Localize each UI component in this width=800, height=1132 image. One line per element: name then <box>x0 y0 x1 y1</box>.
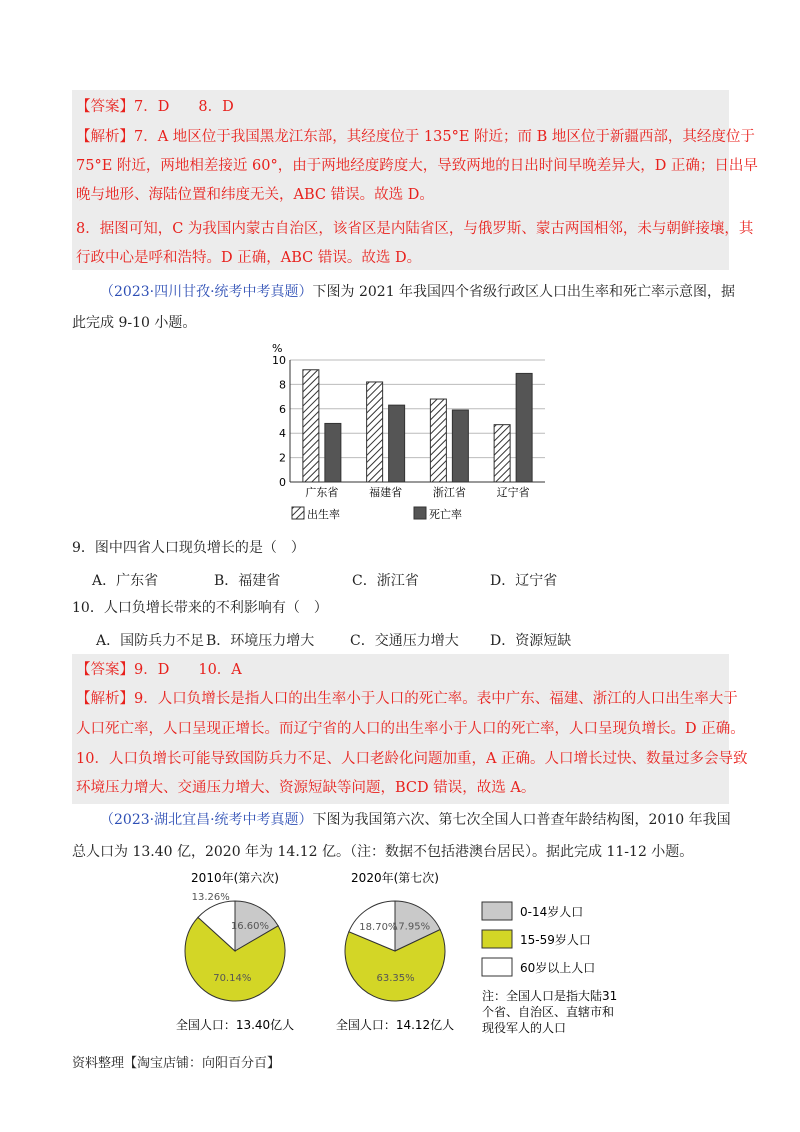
legend-swatch-death <box>414 507 426 519</box>
bar-death-rate <box>452 410 468 482</box>
q9-option-b[interactable]: B．福建省 <box>214 573 281 589</box>
pie-caption-2020: 全国人口：14.12亿人 <box>335 1018 455 1032</box>
intro-text: 下图为我国第六次、第七次全国人口普查年龄结构图，2010 年我国 <box>312 812 731 828</box>
answer-9-10: 【答案】9．D 10．A <box>76 662 242 678</box>
birth-death-rate-bar-chart <box>250 338 560 528</box>
y-axis-label: % <box>272 342 283 355</box>
y-tick-label: 2 <box>279 451 286 465</box>
y-tick-label: 4 <box>279 427 286 441</box>
legend-swatch-birth <box>292 507 304 519</box>
q10-option-c[interactable]: C．交通压力增大 <box>350 633 459 649</box>
pie-value-label: 16.60% <box>230 920 270 932</box>
question-source: （2023·湖北宜昌·统考中考真题） <box>100 812 313 828</box>
pie-title-2020: 2020年(第七次) <box>351 871 439 885</box>
bar-birth-rate <box>430 399 446 482</box>
analysis-line: 【解析】7．A 地区位于我国黑龙江东部，其经度位于 135°E 附近；而 B 地区位于新疆西部，其经度位于 <box>76 129 755 145</box>
legend-note-line: 现役军人的人口 <box>482 1021 567 1035</box>
analysis-line: 行政中心是呼和浩特。D 正确，ABC 错误。故选 D。 <box>76 250 422 266</box>
analysis-line: 75°E 附近，两地相差接近 60°，由于两地经度跨度大，导致两地的日出时间早晚差异大，D 正确；日出早 <box>76 158 758 174</box>
pie-legend <box>478 898 648 1048</box>
q9-option-d[interactable]: D．辽宁省 <box>490 573 558 589</box>
pie-chart-2010 <box>160 866 310 1036</box>
answer-block-7-8 <box>72 90 729 270</box>
analysis-line: 8．据图可知，C 为我国内蒙古自治区，该省区是内陆省区，与俄罗斯、蒙古两国相邻，未与朝鲜接壤，其 <box>76 221 754 237</box>
intro-text-2: 总人口为 13.40 亿，2020 年为 14.12 亿。（注：数据不包括港澳台居民）。据此完成 11-12 小题。 <box>72 844 694 860</box>
y-tick-label: 10 <box>272 354 286 367</box>
legend-note-line: 个省、自治区、直辖市和 <box>482 1005 615 1019</box>
bar-death-rate <box>389 405 405 482</box>
bar-birth-rate <box>303 370 319 482</box>
x-tick-label: 福建省 <box>369 486 403 499</box>
analysis-line: 10．人口负增长可能导致国防兵力不足、人口老龄化问题加重，A 正确。人口增长过快、数量过多会导致 <box>76 751 748 767</box>
x-tick-label: 辽宁省 <box>496 486 530 499</box>
pie-title-2010: 2010年(第六次) <box>191 871 279 885</box>
answer-7-8: 【答案】7．D 8．D <box>76 99 234 115</box>
pie-value-label: 17.95% <box>391 921 431 933</box>
intro-text: 下图为 2021 年我国四个省级行政区人口出生率和死亡率示意图，据 <box>312 284 736 300</box>
pie-value-label: 18.70% <box>359 922 398 934</box>
footer-source: 资料整理【淘宝店铺：向阳百分百】 <box>72 1056 281 1071</box>
legend-swatch-15-59 <box>482 930 512 948</box>
y-tick-label: 8 <box>279 378 286 392</box>
q10-option-a[interactable]: A．国防兵力不足 <box>96 633 205 649</box>
pie-caption-2010: 全国人口：13.40亿人 <box>175 1018 295 1032</box>
q9-option-a[interactable]: A．广东省 <box>92 573 159 589</box>
pie-chart-2020 <box>320 866 470 1036</box>
legend-swatch-0-14 <box>482 902 512 920</box>
q10-option-d[interactable]: D．资源短缺 <box>490 633 572 649</box>
question-intro-9-10 <box>100 282 735 302</box>
pie-value-label: 70.14% <box>213 972 252 984</box>
legend-swatch-60plus <box>482 958 512 976</box>
bar-birth-rate <box>494 425 510 482</box>
bar-death-rate <box>516 373 532 482</box>
question-9-stem: 9．图中四省人口现负增长的是（ ） <box>72 540 305 556</box>
y-tick-label: 6 <box>279 402 286 416</box>
legend-label-0-14: 0-14岁人口 <box>520 905 584 919</box>
legend-label-death: 死亡率 <box>429 508 462 521</box>
legend-label-birth: 出生率 <box>307 508 340 521</box>
analysis-line: 环境压力增大、交通压力增大、资源短缺等问题，BCD 错误，故选 A。 <box>76 780 536 796</box>
question-10-stem: 10．人口负增长带来的不利影响有（ ） <box>72 600 328 616</box>
legend-label-15-59: 15-59岁人口 <box>520 933 591 947</box>
pie-value-label: 13.26% <box>191 892 230 904</box>
bar-birth-rate <box>367 382 383 482</box>
legend-note-line: 注：全国人口是指大陆31 <box>482 989 618 1003</box>
intro-text-2: 此完成 9-10 小题。 <box>72 315 197 331</box>
question-source: （2023·四川甘孜·统考中考真题） <box>100 284 313 300</box>
analysis-line: 人口死亡率，人口呈现正增长。而辽宁省的人口的出生率小于人口的死亡率，人口呈现负增长。D 正确。 <box>76 721 745 737</box>
pie-value-label: 63.35% <box>376 972 415 984</box>
analysis-line: 晚与地形、海陆位置和纬度无关，ABC 错误。故选 D。 <box>76 187 434 203</box>
x-tick-label: 广东省 <box>305 486 339 499</box>
question-intro-11-12 <box>100 810 731 830</box>
y-tick-label: 0 <box>279 476 286 489</box>
analysis-line: 【解析】9．人口负增长是指人口的出生率小于人口的死亡率。表中广东、福建、浙江的人口出生率大于 <box>76 691 738 707</box>
q9-option-c[interactable]: C．浙江省 <box>352 573 419 589</box>
legend-label-60plus: 60岁以上人口 <box>520 961 596 975</box>
q10-option-b[interactable]: B．环境压力增大 <box>206 633 315 649</box>
x-tick-label: 浙江省 <box>432 486 466 499</box>
bar-death-rate <box>325 423 341 482</box>
